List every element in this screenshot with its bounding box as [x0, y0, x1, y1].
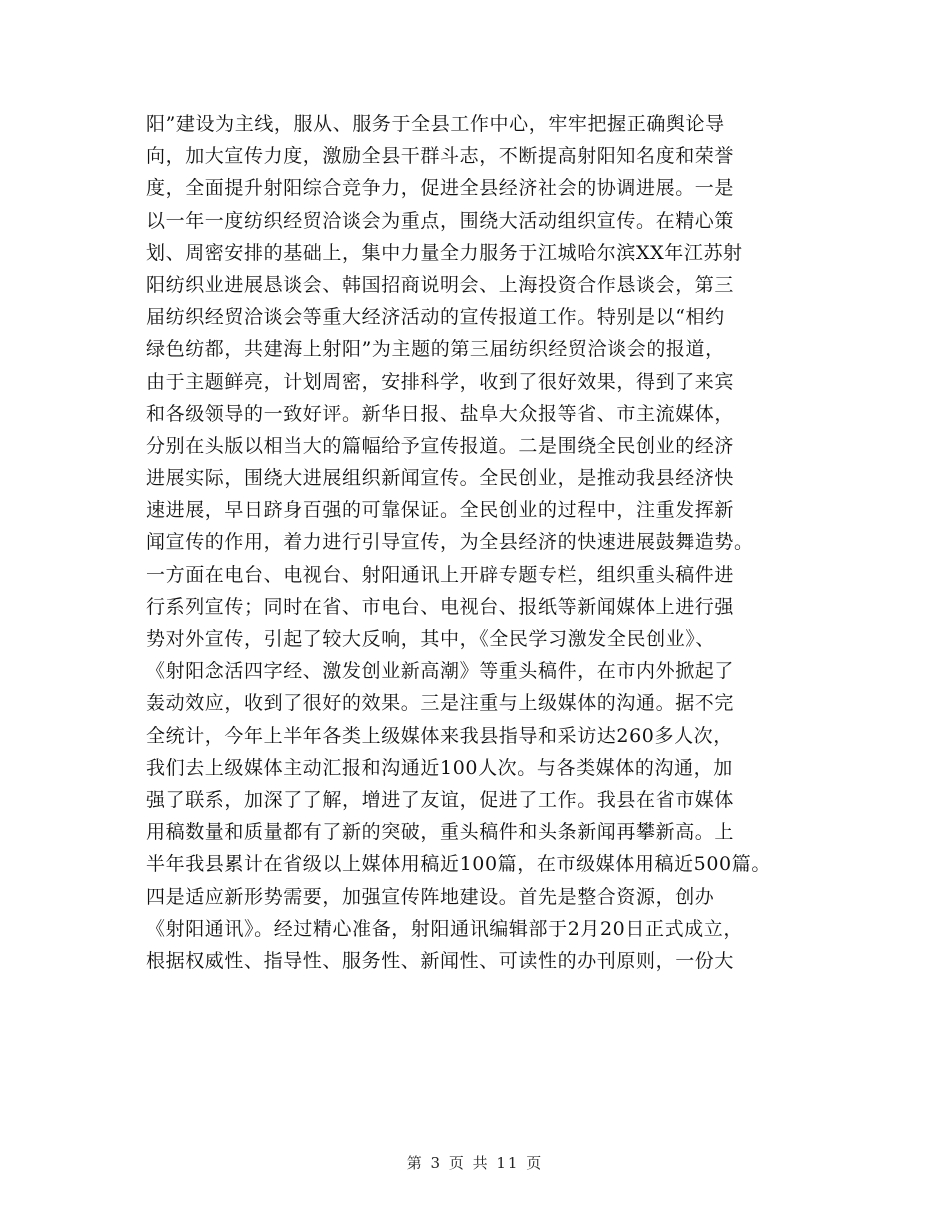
text-line-12: 进展实际，围绕大进展组织新闻宣传。全民创业，是推动我县经济快 [146, 467, 735, 490]
page-number-footer: 第 3 页 共 11 页 [406, 1154, 544, 1172]
text-line-4: 以一年一度纺织经贸洽谈会为重点，围绕大活动组织宣传。在精心策 [146, 209, 735, 232]
text-line-20: 全统计，今年上半年各类上级媒体来我县指导和采访达260多人次， [146, 724, 733, 747]
text-line-21: 我们去上级媒体主动汇报和沟通近100人次。与各类媒体的沟通，加 [146, 756, 733, 779]
text-line-15: 一方面在电台、电视台、射阳通讯上开辟专题专栏，组织重头稿件进 [146, 563, 735, 586]
text-line-9: 由于主题鲜亮，计划周密，安排科学，收到了很好效果，得到了来宾 [146, 370, 735, 393]
text-line-18: 《射阳念活四字经、激发创业新高潮》等重头稿件，在市内外掀起了 [146, 660, 735, 683]
text-line-13: 速进展，早日跻身百强的可靠保证。全民创业的过程中，注重发挥新 [146, 499, 735, 522]
text-line-17: 势对外宣传，引起了较大反响，其中，《全民学习激发全民创业》、 [146, 628, 716, 650]
text-line-3: 度，全面提升射阳综合竞争力，促进全县经济社会的协调进展。一是 [146, 177, 735, 200]
text-line-6: 阳纺织业进展恳谈会、韩国招商说明会、上海投资合作恳谈会，第三 [146, 273, 735, 296]
text-line-19: 轰动效应，收到了很好的效果。三是注重与上级媒体的沟通。据不完 [146, 692, 735, 715]
text-line-25: 四是适应新形势需要，加强宣传阵地建设。首先是整合资源，创办 [146, 885, 715, 908]
text-line-22: 强了联系，加深了了解，增进了友谊，促进了工作。我县在省市媒体 [146, 788, 735, 811]
text-line-26: 《射阳通讯》。经过精心准备，射阳通讯编辑部于2月20日正式成立， [146, 917, 743, 940]
text-line-24: 半年我县累计在省级以上媒体用稿近100篇，在市级媒体用稿近500篇。 [146, 853, 771, 876]
text-line-1: 阳”建设为主线，服从、服务于全县工作中心，牢牢把握正确舆论导 [146, 113, 725, 135]
text-line-2: 向，加大宣传力度，激励全县干群斗志，不断提高射阳知名度和荣誉 [146, 145, 735, 168]
text-line-5: 划、周密安排的基础上，集中力量全力服务于江城哈尔滨XX年江苏射 [146, 241, 743, 264]
text-line-8: 绿色纺都，共建海上射阳”为主题的第三届纺织经贸洽谈会的报道， [146, 338, 725, 361]
text-line-11: 分别在头版以相当大的篇幅给予宣传报道。二是围绕全民创业的经济 [146, 434, 735, 457]
text-line-23: 用稿数量和质量都有了新的突破，重头稿件和头条新闻再攀新高。上 [146, 821, 735, 844]
text-line-16: 行系列宣传；同时在省、市电台、电视台、报纸等新闻媒体上进行强 [146, 595, 735, 618]
text-line-14: 闻宣传的作用，着力进行引导宣传，为全县经济的快速进展鼓舞造势。 [146, 531, 754, 554]
text-line-10: 和各级领导的一致好评。新华日报、盐阜大众报等省、市主流媒体， [146, 402, 735, 425]
text-line-27: 根据权威性、指导性、服务性、新闻性、可读性的办刊原则，一份大 [146, 949, 735, 972]
document-body [146, 108, 866, 977]
text-line-7: 届纺织经贸洽谈会等重大经济活动的宣传报道工作。特别是以“相约 [146, 306, 725, 329]
